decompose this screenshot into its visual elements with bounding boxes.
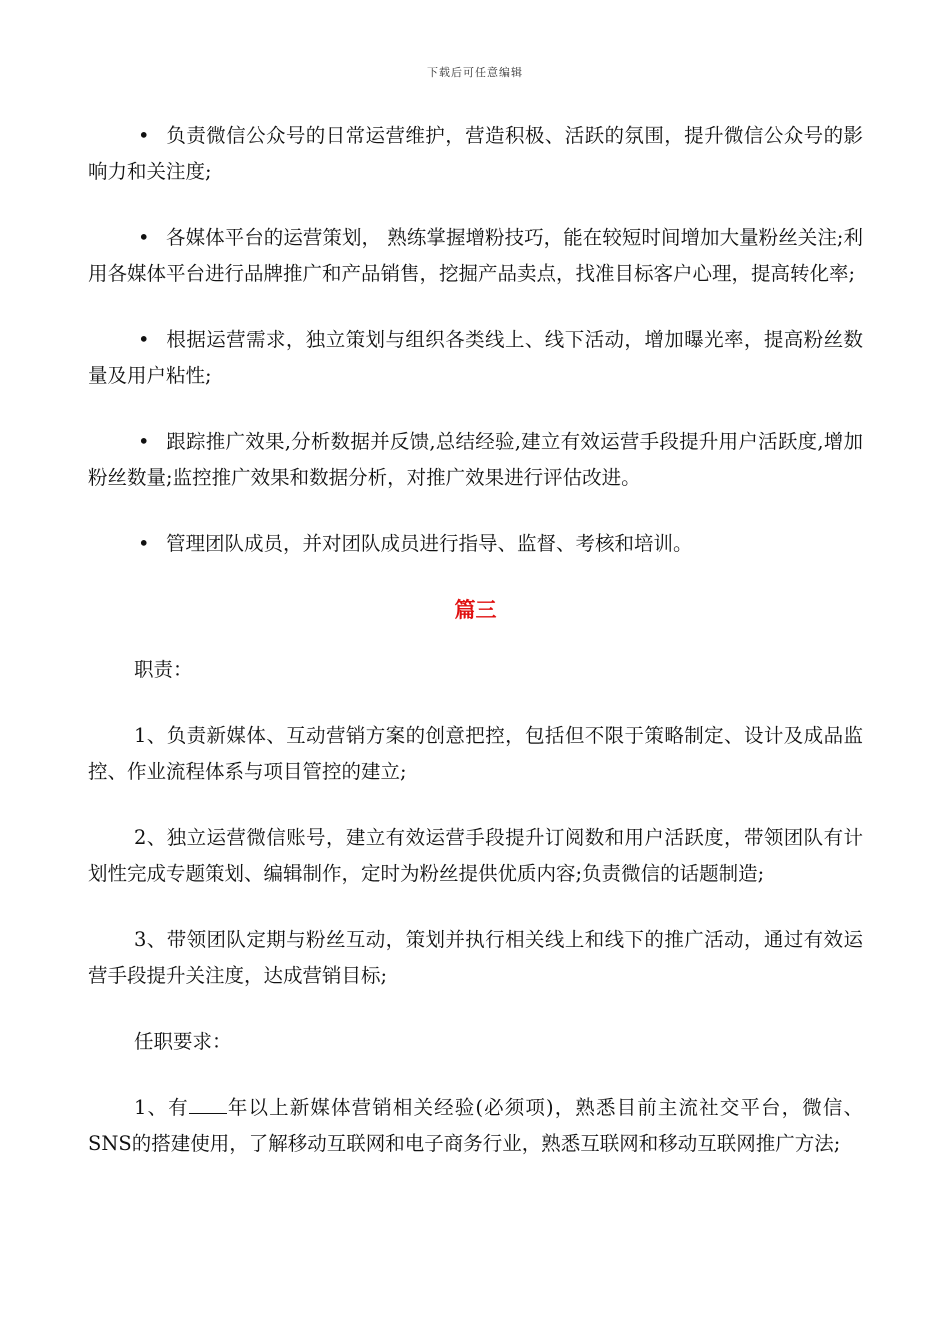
duty-item-2: 2、独立运营微信账号，建立有效运营手段提升订阅数和用户活跃度，带领团队有计划性完成专题策划、编辑制作，定时为粉丝提供优质内容;负责微信的话题制造;: [88, 826, 863, 885]
bullet-dot-icon: •: [138, 328, 150, 351]
section-title: 篇三: [454, 597, 497, 622]
document-body: [88, 118, 863, 1192]
bullet-item-2: [88, 220, 863, 292]
bullet-text: 根据运营需求，独立策划与组织各类线上、线下活动，增加曝光率，提高粉丝数量及用户粘性;: [88, 328, 863, 387]
requirement-suffix: 年以上新媒体营销相关经验(必须项)，熟悉目前主流社交平台，微信、SNS的搭建使用，了解移动互联网和电子商务行业，熟悉互联网和移动互联网推广方法;: [88, 1096, 863, 1155]
duty-item-1: 1、负责新媒体、互动营销方案的创意把控，包括但不限于策略制定、设计及成品监控、作业流程体系与项目管控的建立;: [88, 724, 863, 783]
bullet-dot-icon: •: [138, 532, 150, 555]
duty-item-3: 3、带领团队定期与粉丝互动，策划并执行相关线上和线下的推广活动，通过有效运营手段提升关注度，达成营销目标;: [88, 928, 863, 987]
requirement-prefix: 1、有: [134, 1096, 189, 1119]
requirements-heading: 任职要求：: [134, 1030, 232, 1053]
bullet-item-4: [88, 424, 863, 496]
bullet-item-1: [88, 118, 863, 190]
bullet-item-3: [88, 322, 863, 394]
bullet-text: 负责微信公众号的日常运营维护，营造积极、活跃的氛围，提升微信公众号的影响力和关注度;: [88, 124, 863, 183]
duties-heading: 职责：: [134, 658, 193, 681]
bullet-text: 管理团队成员，并对团队成员进行指导、监督、考核和培训。: [166, 532, 693, 555]
bullet-dot-icon: •: [138, 226, 150, 249]
fill-in-blank: [189, 1093, 227, 1114]
bullet-dot-icon: •: [138, 430, 150, 453]
bullet-text: 各媒体平台的运营策划， 熟练掌握增粉技巧，能在较短时间增加大量粉丝关注;利用各媒体平台进行品牌推广和产品销售，挖掘产品卖点，找准目标客户心理，提高转化率;: [88, 226, 863, 285]
page-header: 下载后可任意编辑: [427, 66, 523, 79]
bullet-text: 跟踪推广效果,分析数据并反馈,总结经验,建立有效运营手段提升用户活跃度,增加粉丝数量;监控推广效果和数据分析，对推广效果进行评估改进。: [88, 430, 863, 489]
bullet-dot-icon: •: [138, 124, 150, 147]
bullet-item-5: [88, 526, 863, 562]
requirement-item-1: [88, 1090, 863, 1162]
